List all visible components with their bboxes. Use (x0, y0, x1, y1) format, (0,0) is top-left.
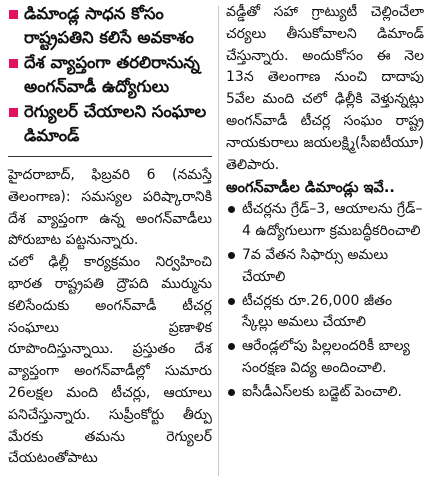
pink-square-bullet-icon (9, 59, 18, 68)
demands-list (226, 199, 424, 403)
bullet-dot-icon (228, 389, 235, 396)
paragraph: హైదరాబాద్, ఫిబ్రవరి 6 (నమస్తే తెలంగాణ): సమస్యల పరిష్కారానికి దేశ వ్యాప్తంగా ఉన్న అంగన్‌వాడీలు పోరుబాట పట్టనున్నారు. (8, 167, 212, 249)
list-item (226, 382, 424, 404)
paragraph: చలో ఢిల్లీ కార్యక్రమం నిర్వహించి భారత రాష్ట్రపతి ద్రౌపది ముర్మును కలిసేందుకు అంగన్‌వాడీ టీచర్ల సంఘాలు ప్రణాళిక రూపొందిస్తున్నాయి. ప్రస్తుతం దేశ వ్యాప్తంగా అంగన్‌వాడీల్లో సుమారు 26లక్షల మంది టీచర్లు, ఆయాలు పనిచేస్తున్నారు. సుప్రీంకోర్టు తీర్పు మేరకు తమను రెగ్యులర్ చేయటంతోపాటు (8, 254, 212, 467)
headline-text: రెగ్యులర్ చేయాలని సంఘాల డిమాండ్ (24, 102, 207, 145)
pink-square-bullet-icon (9, 10, 18, 19)
headline-text: దేశ వ్యాప్తంగా తరలిరానున్న అంగన్‌వాడీ ఉద్యోగులు (24, 53, 200, 96)
right-column (222, 0, 428, 482)
list-item (226, 291, 424, 335)
column-separator (218, 6, 219, 476)
list-item (226, 199, 424, 243)
bullet-dot-icon (228, 206, 235, 213)
article-body-right (226, 2, 424, 176)
bullet-dot-icon (228, 343, 235, 350)
headline-text: డిమాండ్ల సాధన కోసం రాష్ట్రపతిని కలిసే అవకాశం (24, 4, 194, 47)
demand-text: టీచర్లకు రూ.26,000 జీతం స్కేల్లు అమలు చేయాలి (242, 292, 393, 331)
demand-text: ఐసీడీఎస్‌లకు బడ్జెట్ పెంచాలి. (242, 383, 402, 400)
list-item (226, 245, 424, 289)
headline-2 (8, 51, 212, 99)
headline-3 (8, 100, 212, 148)
bullet-dot-icon (228, 298, 235, 305)
headline-divider (8, 156, 212, 157)
demand-text: టీచర్లను గ్రేడ్–3, ఆయాలను గ్రేడ్–4 ఉద్యోగులుగా క్రమబద్ధీకరించాలి (242, 201, 423, 240)
demand-text: ఆరేండ్లలోపు పిల్లలందరికీ బాల్య సంరక్షణ విద్య అందించాలి. (242, 338, 410, 376)
demand-text: 7వ వేతన సిఫార్సు అమలు చేయాలి (242, 246, 389, 285)
pink-square-bullet-icon (9, 108, 18, 117)
headline-1 (8, 2, 212, 50)
bullet-dot-icon (228, 252, 235, 259)
article-body-left (8, 165, 212, 470)
list-item (226, 336, 424, 380)
paragraph: వడ్డీతో సహా గ్రాట్యుటీ చెల్లించేలా చర్యలు తీసుకోవాలని డిమాండ్ చేస్తున్నారు. అందుకోసం ఈ నెల 13న తెలంగాణ నుంచి దాదాపు 5వేల మంది చలో ఢిల్లీకి వెళ్తున్నట్లు అంగన్‌వాడీ టీచర్ల సంఘం రాష్ట్ర నాయకురాలు జయలక్ష్మి(సీఐటీయూ) తెలిపారు. (226, 4, 424, 173)
demands-heading: అంగన్‌వాడీల డిమాండ్లు ఇవే.. (226, 180, 395, 197)
